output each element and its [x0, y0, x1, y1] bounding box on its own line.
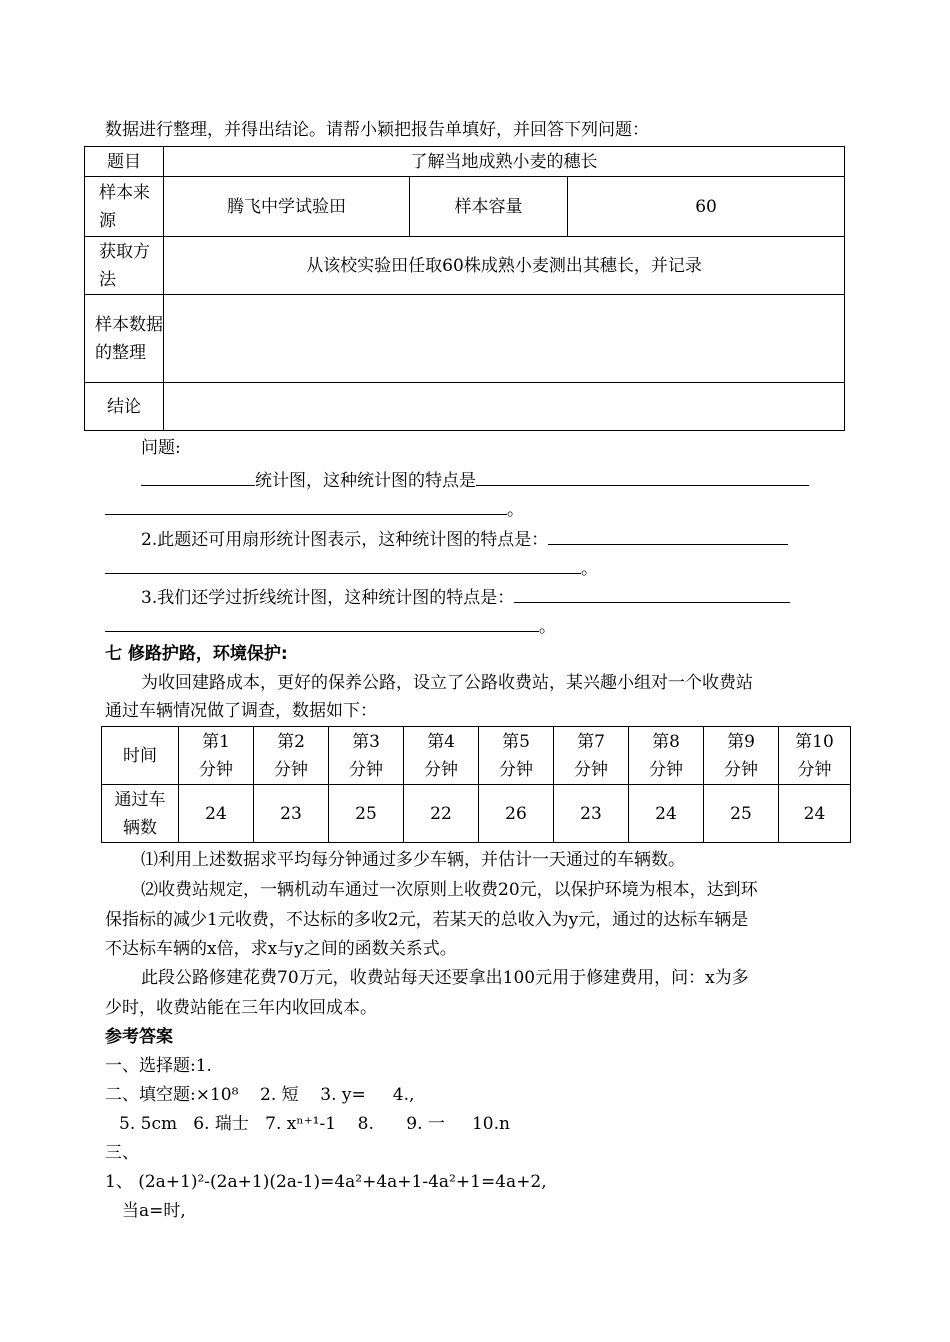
answer-line-5: 1、 (2a+1)²-(2a+1)(2a-1)=4a²+4a+1-4a²+1=4a+2,: [105, 1172, 547, 1192]
minute-header: 第5分钟: [479, 727, 554, 785]
answer-blank[interactable]: [548, 527, 788, 545]
time-label: 时间: [102, 727, 179, 785]
organize-label: 样本数据的整理: [85, 295, 164, 383]
answer-blank[interactable]: [514, 585, 790, 603]
item-1: ⑴利用上述数据求平均每分钟通过多少车辆，并估计一天通过的车辆数。: [141, 850, 685, 870]
question-2: 2.此题还可用扇形统计图表示，这种统计图的特点是：: [141, 527, 788, 550]
minute-header: 第2分钟: [254, 727, 329, 785]
item-2-line-3: 不达标车辆的x倍，求x与y之间的函数关系式。: [105, 939, 457, 959]
vehicle-count: 23: [554, 785, 629, 843]
minute-header: 第4分钟: [404, 727, 479, 785]
topic-label: 题目: [85, 147, 164, 177]
source-label: 样本来源: [85, 177, 164, 237]
vehicle-count: 25: [704, 785, 779, 843]
topic-value: 了解当地成熟小麦的穗长: [164, 147, 845, 177]
question-1: 统计图，这种统计图的特点是: [141, 468, 809, 491]
minute-header: 第1分钟: [179, 727, 254, 785]
answer-blank[interactable]: [105, 614, 539, 632]
answer-line-2: 二、填空题:×10⁸ 2. 短 3. y= 4.,: [105, 1085, 415, 1105]
minute-header: 第8分钟: [629, 727, 704, 785]
conclusion-label: 结论: [85, 383, 164, 431]
method-value: 从该校实验田任取60株成熟小麦测出其穗长，并记录: [164, 237, 845, 295]
question-3: 3.我们还学过折线统计图，这种统计图的特点是：: [141, 585, 790, 608]
section-7-heading: 七 修路护路，环境保护:: [105, 644, 288, 664]
item-3: 此段公路修建花费70万元，收费站每天还要拿出100元用于修建费用，问：x为多: [141, 968, 749, 988]
conclusion-cell: [164, 383, 845, 431]
vehicle-count: 23: [254, 785, 329, 843]
minute-header: 第9分钟: [704, 727, 779, 785]
organize-cell: [164, 295, 845, 383]
minute-header: 第7分钟: [554, 727, 629, 785]
vehicle-count: 24: [779, 785, 851, 843]
questions-heading: 问题:: [141, 438, 181, 458]
answer-line-3: 5. 5cm 6. 瑞士 7. xⁿ⁺¹-1 8. 9. 一 10.n: [119, 1114, 510, 1134]
question-3-cont: 。: [105, 614, 556, 637]
vehicle-count: 26: [479, 785, 554, 843]
minute-header: 第3分钟: [329, 727, 404, 785]
answer-line-1: 一、选择题:1.: [105, 1056, 212, 1076]
item-2: ⑵收费站规定，一辆机动车通过一次原则上收费20元，以保护环境为根本，达到环: [141, 880, 758, 900]
intro-text: 数据进行整理，并得出结论。请帮小颖把报告单填好，并回答下列问题：: [105, 120, 649, 140]
section-7-para-1: 为收回建路成本，更好的保养公路，设立了公路收费站，某兴趣小组对一个收费站: [141, 673, 753, 693]
item-2-line-2: 保指标的减少1元收费，不达标的多收2元，若某天的总收入为y元，通过的达标车辆是: [105, 910, 749, 930]
minute-header: 第10分钟: [779, 727, 851, 785]
traffic-table: [101, 726, 851, 843]
vehicle-count: 24: [629, 785, 704, 843]
answer-line-4: 三、: [105, 1143, 139, 1163]
vehicle-count: 22: [404, 785, 479, 843]
source-value: 腾飞中学试验田: [164, 177, 410, 237]
report-table: [84, 146, 845, 431]
question-2-cont: 。: [105, 556, 598, 579]
size-value: 60: [568, 177, 845, 237]
answer-blank[interactable]: [105, 556, 581, 574]
vehicle-count: 24: [179, 785, 254, 843]
answer-blank[interactable]: [141, 468, 255, 486]
section-7-para-1b: 通过车辆情况做了调查，数据如下：: [105, 701, 377, 721]
vehicle-count: 25: [329, 785, 404, 843]
answer-blank[interactable]: [105, 497, 507, 515]
answer-blank[interactable]: [476, 468, 809, 486]
size-label: 样本容量: [410, 177, 568, 237]
method-label: 获取方法: [85, 237, 164, 295]
traffic-header-row: [102, 727, 851, 785]
answer-line-6: 当a=时,: [122, 1201, 186, 1221]
vehicle-count-label: 通过车辆数: [102, 785, 179, 843]
question-1-cont: 。: [105, 497, 524, 520]
item-3-line-2: 少时，收费站能在三年内收回成本。: [105, 998, 377, 1018]
traffic-value-row: [102, 785, 851, 843]
answers-heading: 参考答案: [105, 1027, 173, 1047]
